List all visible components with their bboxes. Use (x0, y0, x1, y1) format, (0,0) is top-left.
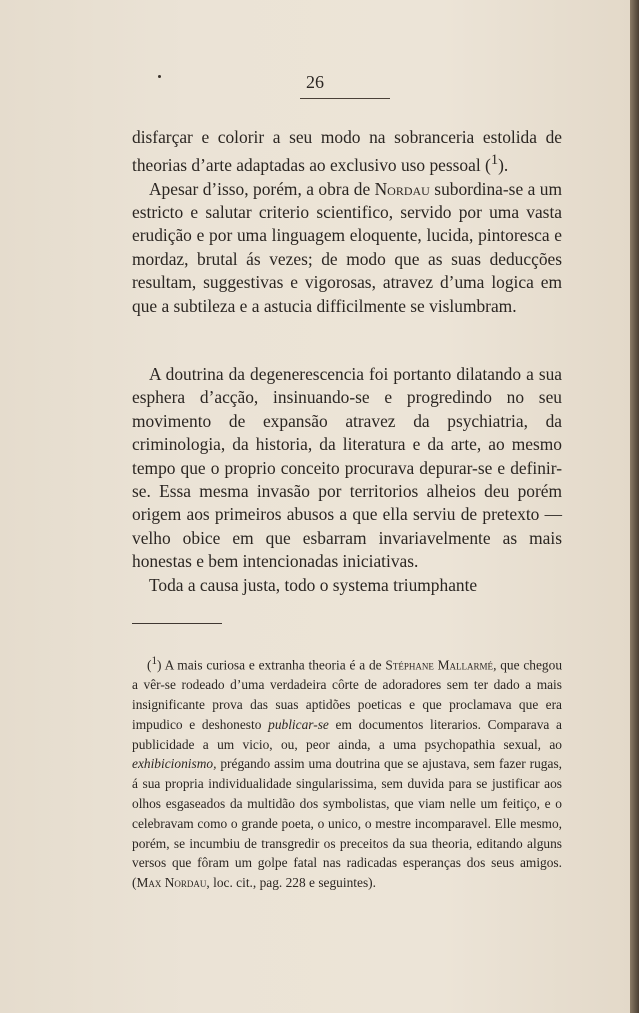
main-text-top (132, 126, 562, 318)
footnote-italic-publicar: publicar-se (268, 716, 329, 732)
footnote-marker-number: 1 (151, 655, 158, 667)
footnote-text-1: A mais curiosa e extranha theoria é a de (161, 657, 386, 673)
main-text-bottom (132, 363, 562, 597)
footnote-text-4: prégando assim uma doutrina que se ajustava, sem fazer rugas, á sua propria individualidade singularissima, sem duvida para se justificar aos olhos esgaseados da multidão dos symbolistas, que viam nelle um feitiço, e o celebravam como o grande poeta, o unico, o mestre incomparavel. Elle mesmo, porém, se incumbiu de transgredir os preceitos da sua theoria, editando alguns versos que fôram um golpe fatal nas radicadas esperanças dos seus amigos. ( (132, 756, 562, 891)
footnote-text-2: , que chegou a vêr-se rodeado d’uma verdadeira côrte de adoradores sem ter dado a mais insignificante prova das suas aptidões poeticas e que proclamava que era impudico e deshonesto (132, 657, 563, 732)
page-number: 26 (306, 72, 324, 92)
footnote (132, 652, 562, 893)
page-edge-shadow (630, 0, 639, 1013)
footnote-marker-open: ( (147, 657, 152, 673)
paragraph2-text-rest: subordina-se a um estricto e salutar criterio scientifico, servido por uma vasta erudição e por uma linguagem eloquente, lucida, pintoresca e mordaz, brutal ás vezes; de modo que as suas deducções resultam, suggestivas e vigorosas, atravez d’uma logica em que a subtileza e a astucia difficilmente se vislumbram. (132, 178, 562, 316)
paragraph-causa-justa: Toda a causa justa, todo o systema triumphante (149, 574, 478, 595)
paragraph1-text: disfarçar e colorir a seu modo na sobranceria estolida de theorias d’arte adaptadas ao exclusivo uso pessoal ( (132, 127, 562, 176)
footnote-reference: 1 (490, 152, 499, 169)
footnote-name-nordau: Max Nordau (136, 875, 207, 891)
footnote-marker-close: ) (157, 657, 162, 673)
paragraph-degenerescencia: A doutrina da degenerescencia foi portanto dilatando a sua esphera d’acção, insinuando-se e progredindo no seu movimento de expansão atravez da psychiatria, da criminologia, da historia, da literatura e da arte, ao mesmo tempo que o proprio conceito procurava depurar-se e definir-se. Essa mesma invasão por territorios alheios deu porém origem aos primeiros abusos a que ella serviu de pretexto — velho obice em que esbarram invariavelmente as mais honestas e bem intencionadas iniciativas. (132, 364, 562, 572)
paragraph-nordau (132, 178, 562, 318)
page-number-rule (300, 98, 390, 99)
footnote-text-3: em documentos literarios. Comparava a publicidade a um vicio, ou, peor ainda, a uma psychopathia sexual, ao (132, 716, 563, 752)
footnote-separator (132, 623, 222, 624)
footnote-text-5: , loc. cit., pag. 228 e seguintes). (206, 875, 376, 891)
paragraph2-text-start: Apesar d’isso, porém, a obra de (149, 178, 375, 199)
author-name: Nordau (374, 178, 430, 199)
paragraph-continuation (132, 126, 562, 178)
footnote-italic-exhibicionismo: exhibicionismo, (132, 756, 217, 772)
footnote-name-mallarme: Stéphane Mallarmé (385, 657, 494, 673)
paragraph1-end: ). (498, 155, 509, 176)
